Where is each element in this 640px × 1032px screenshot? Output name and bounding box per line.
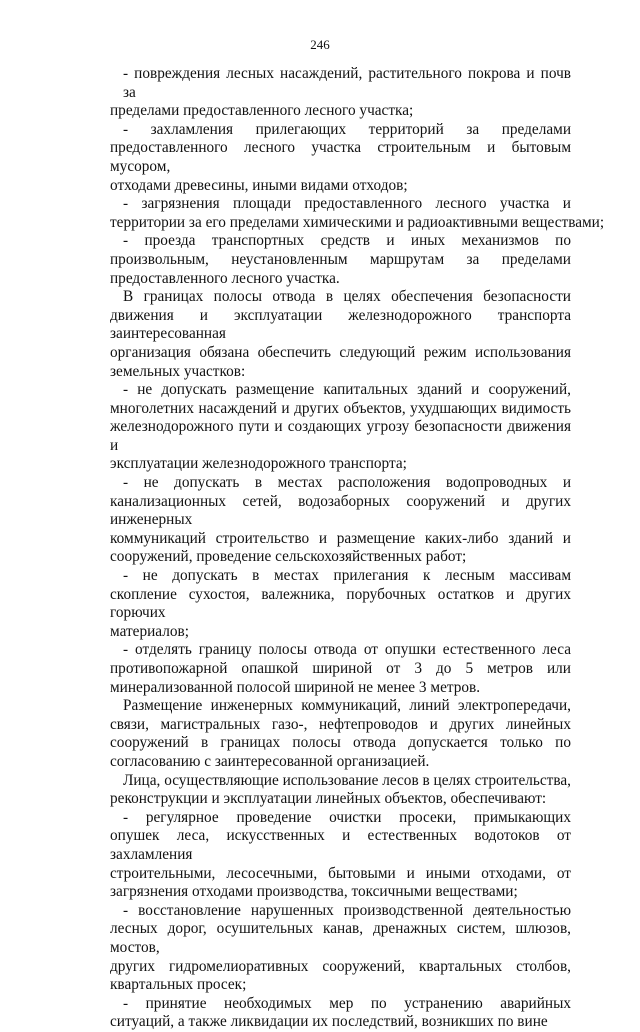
paragraph: [110, 902, 571, 995]
paragraph: [110, 641, 571, 697]
text-line: согласованию с заинтересованной организацией.: [110, 752, 430, 770]
paragraph: [110, 232, 571, 288]
paragraph: [110, 809, 571, 902]
text-line: предоставленного лесного участка.: [110, 269, 340, 287]
paragraph: [110, 995, 571, 1032]
text-line: минерализованной полосой шириной не менее 3 метров.: [110, 678, 481, 696]
text-line: - не допускать в местах расположения водопроводных и: [123, 474, 571, 492]
paragraph: [110, 121, 571, 195]
page-number: 246: [310, 37, 330, 52]
text-line: - повреждения лесных насаждений, растительного покрова и почв за: [123, 65, 571, 101]
paragraph: [110, 697, 571, 771]
text-line: Размещение инженерных коммуникаций, линий электропередачи,: [123, 697, 571, 715]
text-line: территории за его пределами химическими и радиоактивными веществами;: [110, 213, 605, 231]
text-line: - принятие необходимых мер по устранению аварийных: [123, 994, 571, 1012]
text-line: строительными, лесосечными, бытовыми и иными отходами, от: [110, 864, 571, 882]
text-line: - проезда транспортных средств и иных механизмов по: [123, 232, 571, 250]
text-line: связи, магистральных газо-, нефтепроводов и других линейных: [110, 715, 571, 733]
document-body: [110, 65, 605, 1032]
text-line: - регулярное проведение очистки просеки, примыкающих: [123, 808, 571, 826]
text-line: - не допускать в местах прилегания к лесным массивам: [123, 567, 571, 585]
text-line: сооружений, проведение сельскохозяйственных работ;: [110, 548, 467, 566]
text-line: организация обязана обеспечить следующий режим использования: [110, 343, 571, 361]
paragraph: [110, 381, 571, 474]
text-line: реконструкции и эксплуатации линейных объектов, обеспечивают:: [110, 790, 547, 808]
text-line: - отделять границу полосы отвода от опушки естественного леса: [123, 641, 571, 659]
text-line: - восстановление нарушенных производственной деятельностью: [123, 901, 571, 919]
text-line: предоставленного лесного участка строительным и бытовым мусором,: [110, 139, 571, 175]
text-line: других гидромелиоративных сооружений, квартальных столбов,: [110, 957, 571, 975]
text-line: - загрязнения площади предоставленного лесного участка и: [123, 195, 571, 213]
text-line: канализационных сетей, водозаборных сооружений и других инженерных: [110, 492, 571, 529]
text-line: - захламления прилегающих территорий за пределами: [123, 120, 571, 138]
paragraph: [110, 567, 571, 641]
paragraph: [110, 288, 571, 381]
text-line: загрязнения отходами производства, токсичными веществами;: [110, 883, 518, 901]
text-line: коммуникаций строительство и размещение каких-либо зданий и: [110, 529, 571, 547]
text-line: противопожарной опашкой шириной от 3 до 5 метров или: [110, 660, 571, 677]
text-line: скопление сухостоя, валежника, порубочных остатков и других горючих: [110, 585, 571, 622]
text-line: опушек леса, искусственных и естественных водотоков от захламления: [110, 827, 571, 863]
paragraph: [110, 772, 571, 809]
paragraph: [110, 474, 571, 567]
text-line: ситуаций, а также ликвидации их последствий, возникших по вине: [110, 1013, 548, 1031]
paragraph: [110, 195, 605, 232]
text-line: лесных дорог, осушительных канав, дренажных систем, шлюзов, мостов,: [110, 920, 571, 956]
text-line: эксплуатации железнодорожного транспорта;: [110, 455, 407, 473]
text-line: - не допускать размещение капитальных зданий и сооружений,: [123, 381, 571, 399]
text-line: квартальных просек;: [110, 976, 247, 994]
text-line: произвольным, неустановленным маршрутам за пределами: [110, 250, 571, 268]
text-line: железнодорожного пути и создающих угрозу безопасности движения и: [110, 418, 571, 454]
text-line: материалов;: [110, 622, 189, 640]
text-line: Лица, осуществляющие использование лесов в целях строительства,: [123, 771, 571, 789]
text-line: многолетних насаждений и других объектов, ухудшающих видимость: [110, 399, 571, 417]
text-line: движения и эксплуатации железнодорожного транспорта заинтересованная: [110, 306, 571, 343]
text-line: земельных участков:: [110, 362, 246, 380]
text-line: пределами предоставленного лесного участка;: [110, 102, 414, 120]
text-line: В границах полосы отвода в целях обеспечения безопасности: [123, 288, 571, 306]
paragraph: [110, 65, 571, 121]
text-line: сооружений в границах полосы отвода допускается только по: [110, 734, 571, 752]
text-line: отходами древесины, иными видами отходов;: [110, 176, 408, 194]
